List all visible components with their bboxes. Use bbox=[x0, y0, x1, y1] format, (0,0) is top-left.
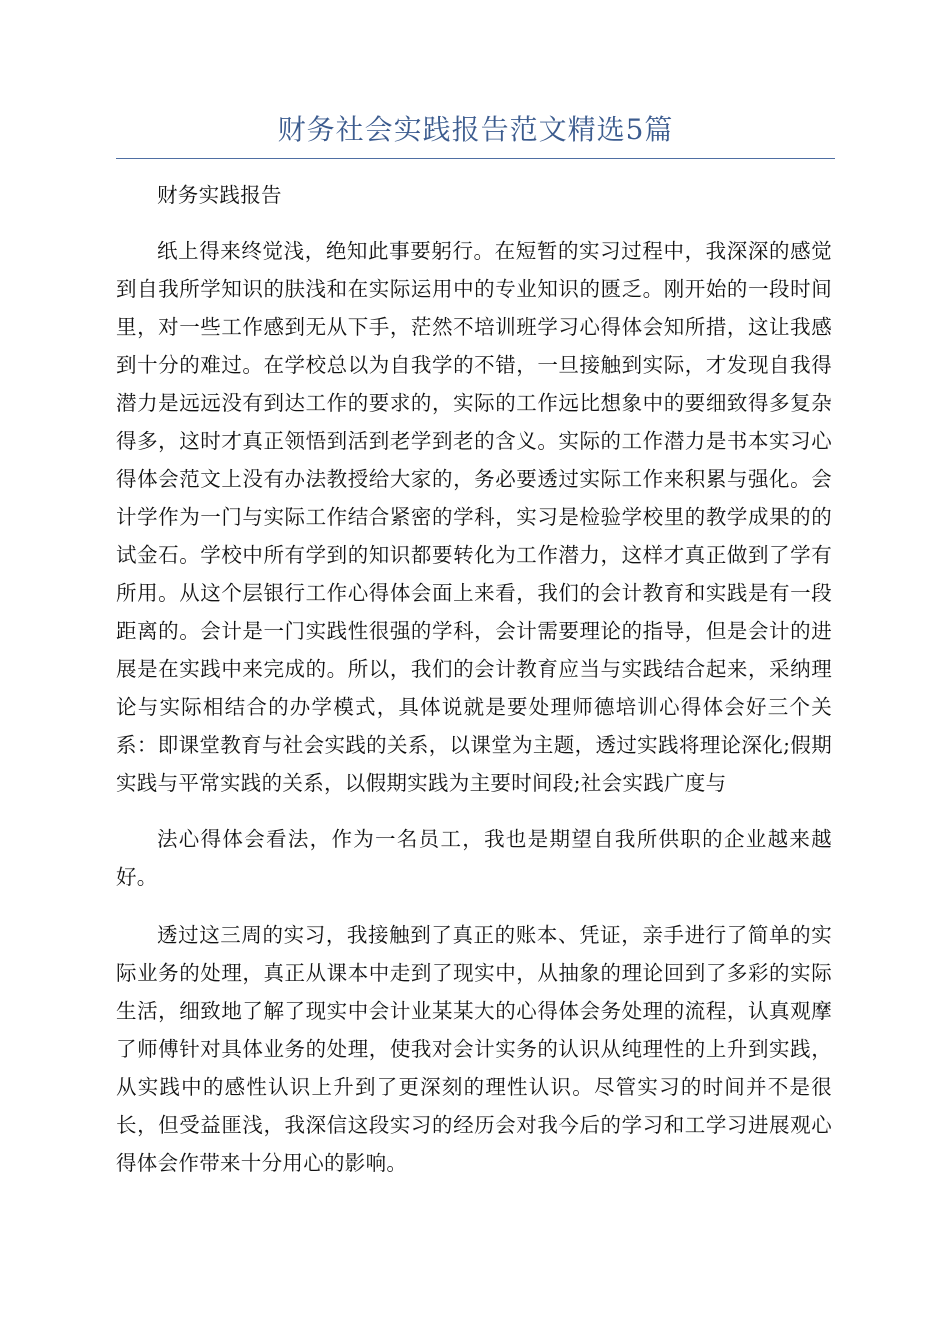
page-title: 财务社会实践报告范文精选5篇 bbox=[277, 113, 674, 146]
paragraph-3: 透过这三周的实习，我接触到了真正的账本、凭证，亲手进行了简单的实际业务的处理，真正从课本中走到了现实中，从抽象的理论回到了多彩的实际生活，细致地了解了现实中会计业某某大的心得体会务处理的流程，认真观摩了师傅针对具体业务的处理，使我对会计实务的认识从纯理性的上升到实践，从实践中的感性认识上升到了更深刻的理性认识。尽管实习的时间并不是很长，但受益匪浅，我深信这段实习的经历会对我今后的学习和工学习进展观心得体会作带来十分用心的影响。 bbox=[116, 923, 832, 1175]
paragraph-1: 纸上得来终觉浅，绝知此事要躬行。在短暂的实习过程中，我深深的感觉到自我所学知识的肤浅和在实际运用中的专业知识的匮乏。刚开始的一段时间里，对一些工作感到无从下手，茫然不培训班学习心得体会知所措，这让我感到十分的难过。在学校总以为自我学的不错，一旦接触到实际，才发现自我得潜力是远远没有到达工作的要求的，实际的工作远比想象中的要细致得多复杂得多，这时才真正领悟到活到老学到老的含义。实际的工作潜力是书本实习心得体会范文上没有办法教授给大家的，务必要透过实际工作来积累与强化。会计学作为一门与实际工作结合紧密的学科，实习是检验学校里的教学成果的的试金石。学校中所有学到的知识都要转化为工作潜力，这样才真正做到了学有所用。从这个层银行工作心得体会面上来看，我们的会计教育和实践是有一段距离的。会计是一门实践性很强的学科，会计需要理论的指导，但是会计的进展是在实践中来完成的。所以，我们的会计教育应当与实践结合起来，采纳理论与实际相结合的办学模式，具体说就是要处理师德培训心得体会好三个关系：即课堂教育与社会实践的关系，以课堂为主题，透过实践将理论深化;假期实践与平常实践的关系，以假期实践为主要时间段;社会实践广度与 bbox=[116, 239, 832, 795]
section-heading: 财务实践报告 bbox=[157, 183, 282, 207]
document-body bbox=[116, 176, 832, 1182]
paragraph-2: 法心得体会看法，作为一名员工，我也是期望自我所供职的企业越来越好。 bbox=[116, 827, 832, 889]
title-block bbox=[116, 108, 835, 159]
